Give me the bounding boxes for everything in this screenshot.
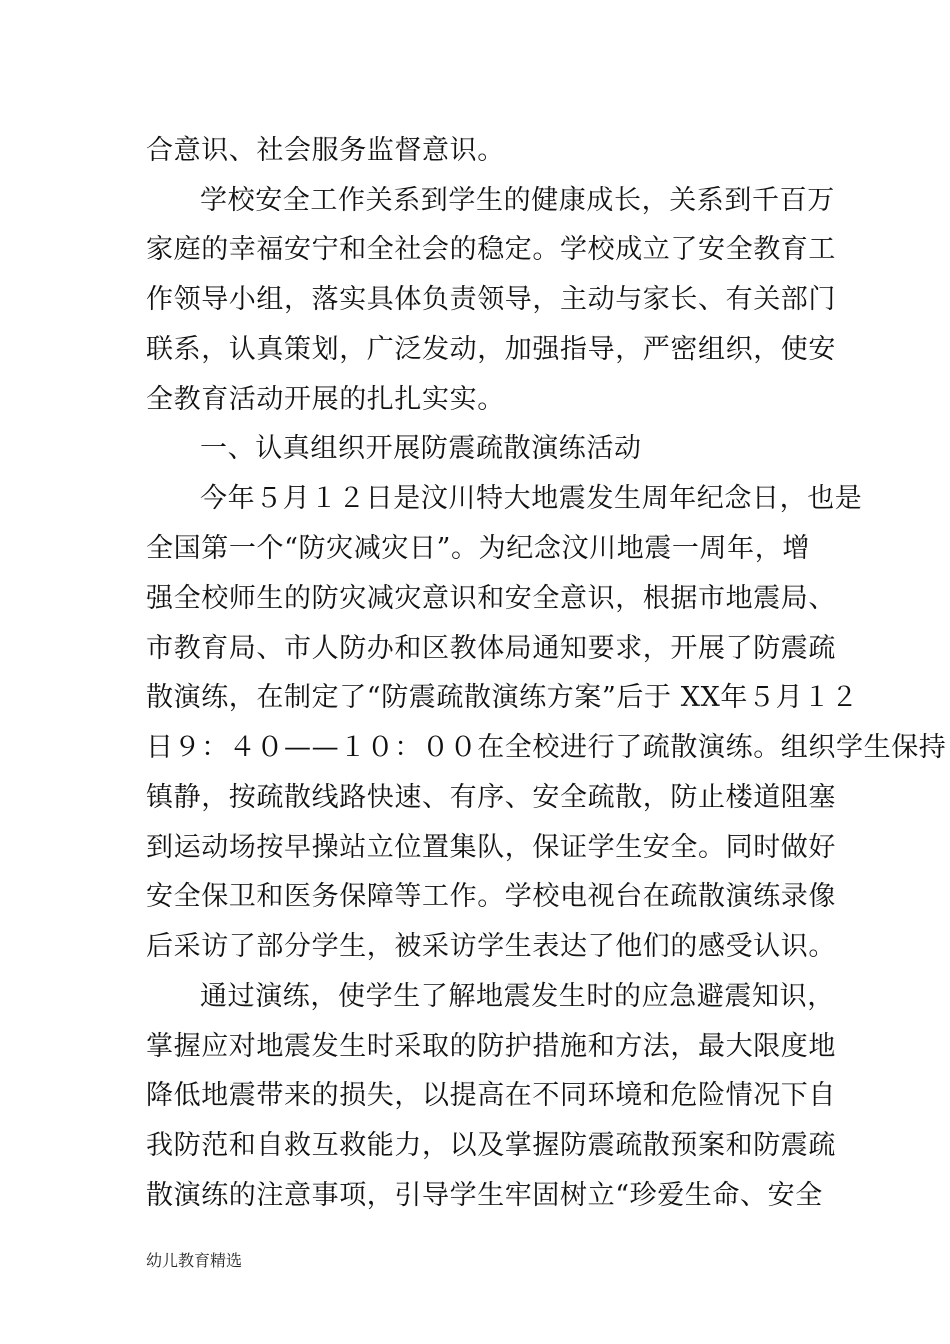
text-line: 合意识、社会服务监督意识。 <box>146 135 505 166</box>
text-line: 散演练的注意事项，引导学生牢固树立“珍爱生命、安全 <box>146 1180 823 1211</box>
text-line: 市教育局、市人防办和区教体局通知要求，开展了防震疏 <box>146 633 836 664</box>
text-line: 后采访了部分学生，被采访学生表达了他们的感受认识。 <box>146 931 836 962</box>
paragraph-first-line: 今年５月１２日是汶川特大地震发生周年纪念日，也是 <box>200 483 863 514</box>
text-line: 联系，认真策划，广泛发动，加强指导，严密组织，使安 <box>146 334 836 365</box>
text-line: 掌握应对地震发生时采取的防护措施和方法，最大限度地 <box>146 1031 836 1062</box>
paragraph-first-line: 学校安全工作关系到学生的健康成长，关系到千百万 <box>200 185 835 216</box>
text-line: 强全校师生的防灾减灾意识和安全意识，根据市地震局、 <box>146 583 836 614</box>
section-heading: 一、认真组织开展防震疏散演练活动 <box>200 433 642 464</box>
text-line: 散演练，在制定了“防震疏散演练方案”后于 XX年５月１２ <box>146 682 859 713</box>
text-line: 降低地震带来的损失，以提高在不同环境和危险情况下自 <box>146 1080 836 1111</box>
paragraph-first-line: 通过演练，使学生了解地震发生时的应急避震知识， <box>200 981 835 1012</box>
text-line: 日９：４０——１０：００在全校进行了疏散演练。组织学生保持 <box>146 732 947 763</box>
text-line: 家庭的幸福安宁和全社会的稳定。学校成立了安全教育工 <box>146 234 836 265</box>
text-line: 全教育活动开展的扎扎实实。 <box>146 384 505 415</box>
text-line: 镇静，按疏散线路快速、有序、安全疏散，防止楼道阻塞 <box>146 782 836 813</box>
page-footer: 幼儿教育精选 <box>146 1251 243 1270</box>
text-line: 我防范和自救互救能力，以及掌握防震疏散预案和防震疏 <box>146 1130 836 1161</box>
text-line: 到运动场按早操站立位置集队，保证学生安全。同时做好 <box>146 832 836 863</box>
text-line: 安全保卫和医务保障等工作。学校电视台在疏散演练录像 <box>146 881 836 912</box>
text-line: 作领导小组，落实具体负责领导，主动与家长、有关部门 <box>146 284 836 315</box>
text-line: 全国第一个“防灾减灾日”。为纪念汶川地震一周年，增 <box>146 533 810 564</box>
